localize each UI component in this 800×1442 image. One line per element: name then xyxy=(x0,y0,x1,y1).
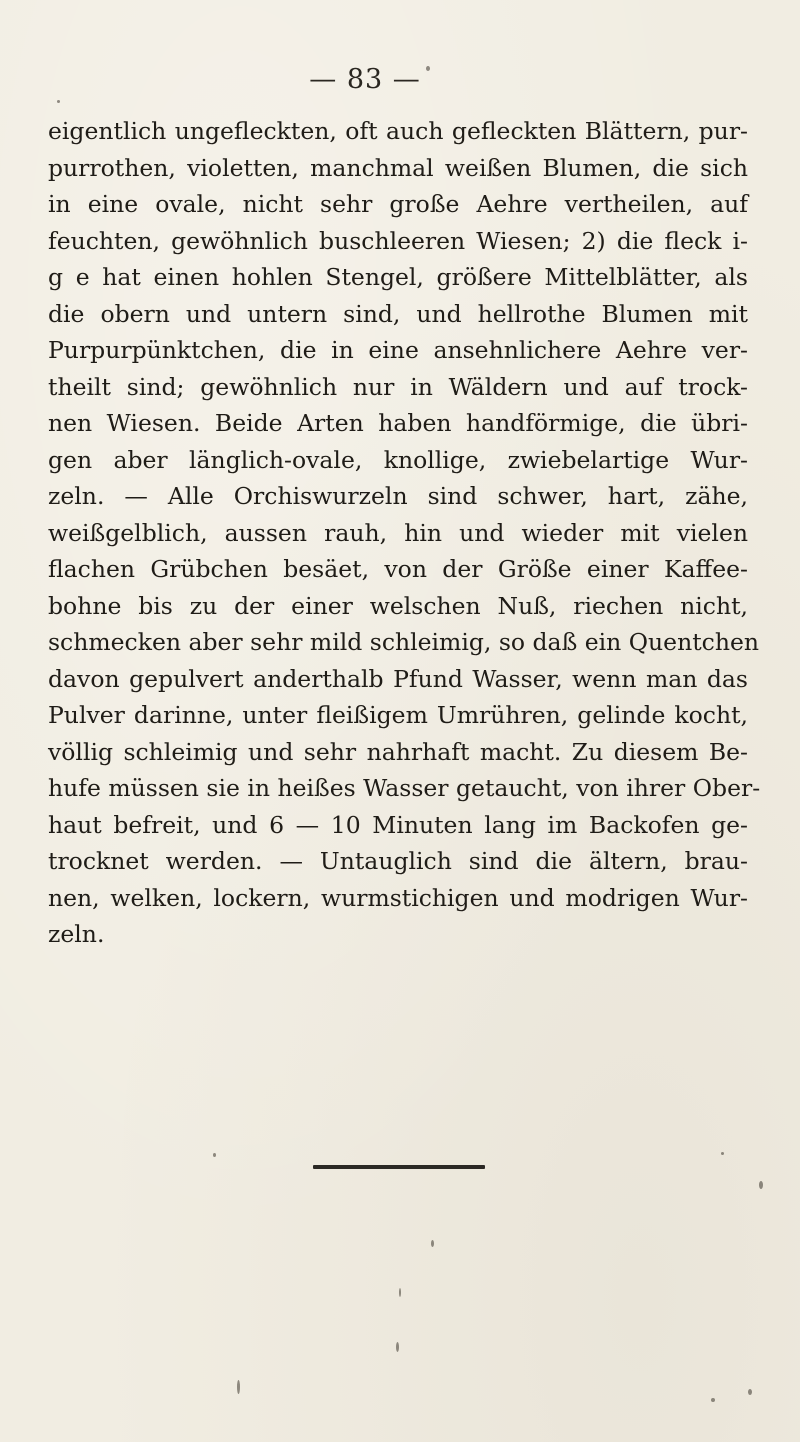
text-line: nen, welken, lockern, wurmstichigen und modrigen Wur- xyxy=(48,883,748,912)
paper-speck xyxy=(426,66,430,71)
text-line: zeln. xyxy=(48,920,105,948)
horizontal-rule xyxy=(313,1165,485,1169)
text-line: in eine ovale, nicht sehr große Aehre vertheilen, auf xyxy=(48,190,748,218)
text-line: davon gepulvert anderthalb Pfund Wasser, wenn man das xyxy=(48,664,748,693)
paper-speck xyxy=(57,100,60,103)
text-line: Purpurpünktchen, die in eine ansehnlichere Aehre ver- xyxy=(48,336,748,364)
text-line: schmecken aber sehr mild schleimig, so daß ein Quentchen xyxy=(48,628,759,656)
text-line: purrothen, violetten, manchmal weißen Blumen, die sich xyxy=(48,153,748,182)
page-number: — 83 — xyxy=(309,64,421,95)
text-line: gen aber länglich-ovale, knollige, zwiebelartige Wur- xyxy=(48,445,748,474)
paper-speck xyxy=(431,1240,434,1247)
text-line: trocknet werden. — Untauglich sind die ältern, brau- xyxy=(48,847,748,875)
text-line: zeln. — Alle Orchiswurzeln sind schwer, hart, zähe, xyxy=(48,482,748,510)
body-text xyxy=(48,113,761,953)
text-line: völlig schleimig und sehr nahrhaft macht. Zu diesem Be- xyxy=(48,737,748,766)
text-line: weißgelblich, aussen rauh, hin und wieder mit vielen xyxy=(48,518,748,547)
paper-speck xyxy=(711,1398,715,1402)
text-line: flachen Grübchen besäet, von der Größe einer Kaffee- xyxy=(48,555,748,583)
paper-speck xyxy=(213,1153,216,1157)
text-line: feuchten, gewöhnlich buschleeren Wiesen; 2) die fleck i- xyxy=(48,226,748,255)
text-line: Pulver darinne, unter fleißigem Umrühren, gelinde kocht, xyxy=(48,701,748,729)
text-line: eigentlich ungefleckten, oft auch gefleckten Blättern, pur- xyxy=(48,117,748,145)
text-line: die obern und untern sind, und hellrothe Blumen mit xyxy=(48,299,748,328)
text-line: theilt sind; gewöhnlich nur in Wäldern und auf trock- xyxy=(48,372,748,401)
paper-speck xyxy=(721,1152,724,1155)
paper-speck xyxy=(396,1342,399,1352)
paper-speck xyxy=(237,1380,240,1394)
text-line: haut befreit, und 6 — 10 Minuten lang im Backofen ge- xyxy=(48,810,748,839)
paper-speck xyxy=(748,1389,752,1395)
text-line: hufe müssen sie in heißes Wasser getaucht, von ihrer Ober- xyxy=(48,774,761,802)
paper-speck xyxy=(759,1181,763,1189)
text-line: nen Wiesen. Beide Arten haben handförmige, die übri- xyxy=(48,409,748,437)
paper-speck xyxy=(399,1288,401,1297)
text-line: g e hat einen hohlen Stengel, größere Mittelblätter, als xyxy=(48,263,748,291)
text-line: bohne bis zu der einer welschen Nuß, riechen nicht, xyxy=(48,591,748,620)
